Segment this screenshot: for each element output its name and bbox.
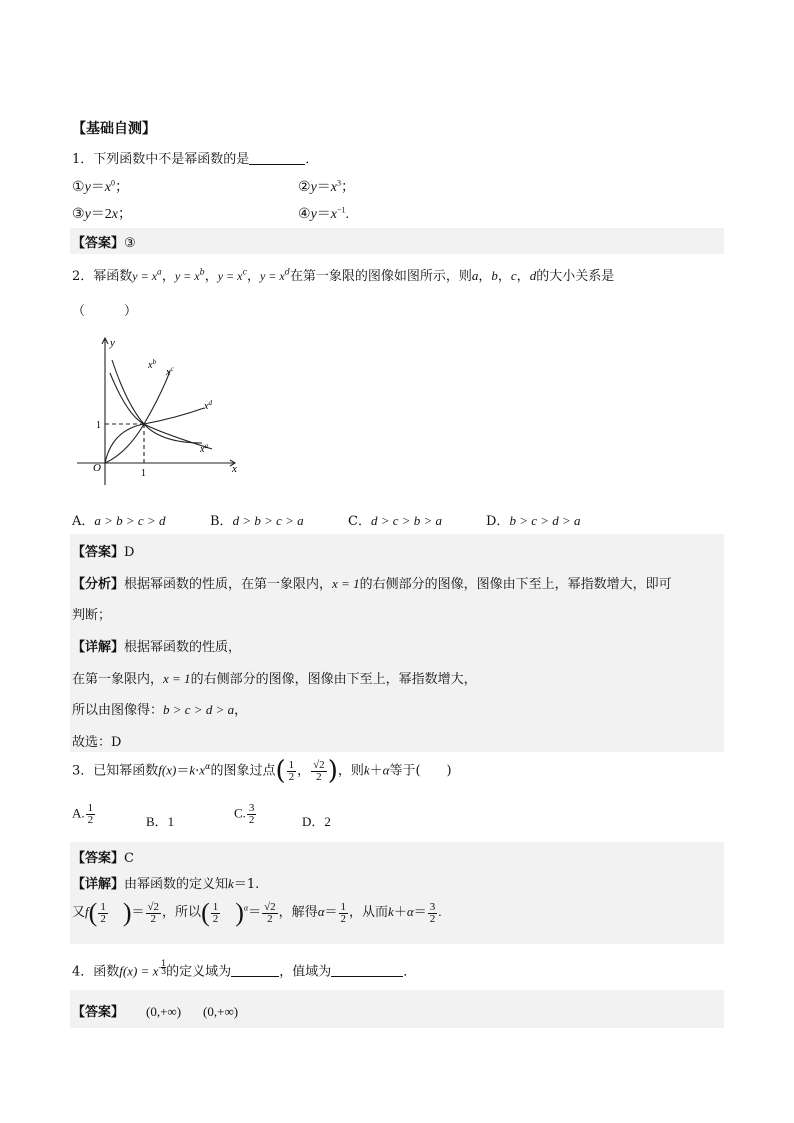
q2-stem: 2．幂函数$y = x^a$，$y = x^b$，$y = x^c$，$y = x^d$在第一象限的图像如图所示，则a，b，c，d的大小关系是 [72, 267, 615, 284]
q3-detail-line-1: 【详解】由幂函数的定义知k＝1. [72, 876, 260, 892]
q1-option-2: $②y=x^3$； [298, 178, 355, 195]
range-blank [331, 964, 403, 977]
q3-option-c: C. $\frac{3}{2}$ [234, 802, 255, 826]
origin-label: O [93, 462, 101, 474]
q3-option-b: B．1 [146, 814, 175, 829]
q3-option-d: D．2 [302, 814, 331, 829]
q2-detail-line-2: 在第一象限内，x = 1的右侧部分的图像，图像由下至上，幂指数增大， [72, 671, 477, 687]
curve-a-label: $x^a$ [200, 442, 208, 455]
q1-option-1: $①y=x^0$； [72, 178, 129, 195]
q4-stem: 4．函数f(x) = x $^{- 1 3}$ 的定义域为 ，值域为 ． [72, 959, 417, 980]
answer-band [70, 228, 724, 254]
q3-stem: 3．已知幂函数$f(x)=k\cdot x^\alpha$的图象过点( $\frac{1}{2}$ ， $\frac{√2}{2}$ )，则k＋α等于( ) [72, 756, 452, 786]
answer-blank [249, 152, 305, 165]
q2-analysis-line-1: 【分析】根据幂函数的性质，在第一象限内，x = 1的右侧部分的图像，图像由下至上，幂指数增大，即可 [72, 576, 672, 592]
section-title: 【基础自测】 [72, 121, 156, 137]
q2-detail-line-4: 故选：D [72, 735, 122, 750]
q2-option-a: A．a > b > c > d [72, 513, 166, 529]
q1-option-3: ③y＝2x； [72, 207, 132, 222]
q2-detail-line-1: 【详解】根据幂函数的性质， [72, 640, 242, 655]
y-axis-label: y [110, 337, 115, 349]
y-tick-label: 1 [96, 420, 101, 431]
q4-answer: 【答案】 (0,+∞) (0,+∞) [72, 1004, 239, 1020]
power-function-graph [72, 335, 247, 495]
x-tick-label: 1 [141, 468, 146, 479]
q2-option-d: D．b > c > d > a [486, 513, 581, 529]
q3-detail-line-2: 又f( $\frac{1}{2}$ )＝ $\frac{√2}{2}$ ，所以( $\frac{1}{2}$ )$^\alpha$＝ $\frac{√2}{2}$ ，解得α＝ $\frac{1}{2}$ ，从而k＋α＝ $\frac{3}{2}$ . [72, 898, 442, 927]
q2-analysis-line-2: 判断； [72, 608, 112, 623]
curve-c-label: $x^c$ [166, 365, 174, 378]
q1-option-4: $④y=x^{-1}$. [298, 205, 350, 222]
q2-option-b: B．d > b > c > a [210, 513, 304, 529]
q2-option-c: C．d > c > b > a [348, 513, 443, 529]
curve-d [105, 408, 204, 463]
curve-b-label: $x^b$ [148, 358, 156, 371]
q1-stem: 1．下列函数中不是幂函数的是 ． [72, 152, 319, 167]
q3-option-a: A. $\frac{1}{2}$ [72, 802, 94, 826]
q2-paren: （ ） [72, 304, 138, 319]
x-axis-label: x [232, 463, 237, 475]
q2-detail-line-3: 所以由图像得：b > c > d > a， [72, 702, 248, 718]
q1-answer: 【答案】③ [72, 236, 136, 251]
q3-answer: 【答案】C [72, 851, 134, 866]
solution-band [70, 842, 724, 944]
curve-d-label: $x^d$ [204, 399, 212, 412]
q2-answer: 【答案】D [72, 545, 135, 560]
domain-blank [231, 964, 279, 977]
